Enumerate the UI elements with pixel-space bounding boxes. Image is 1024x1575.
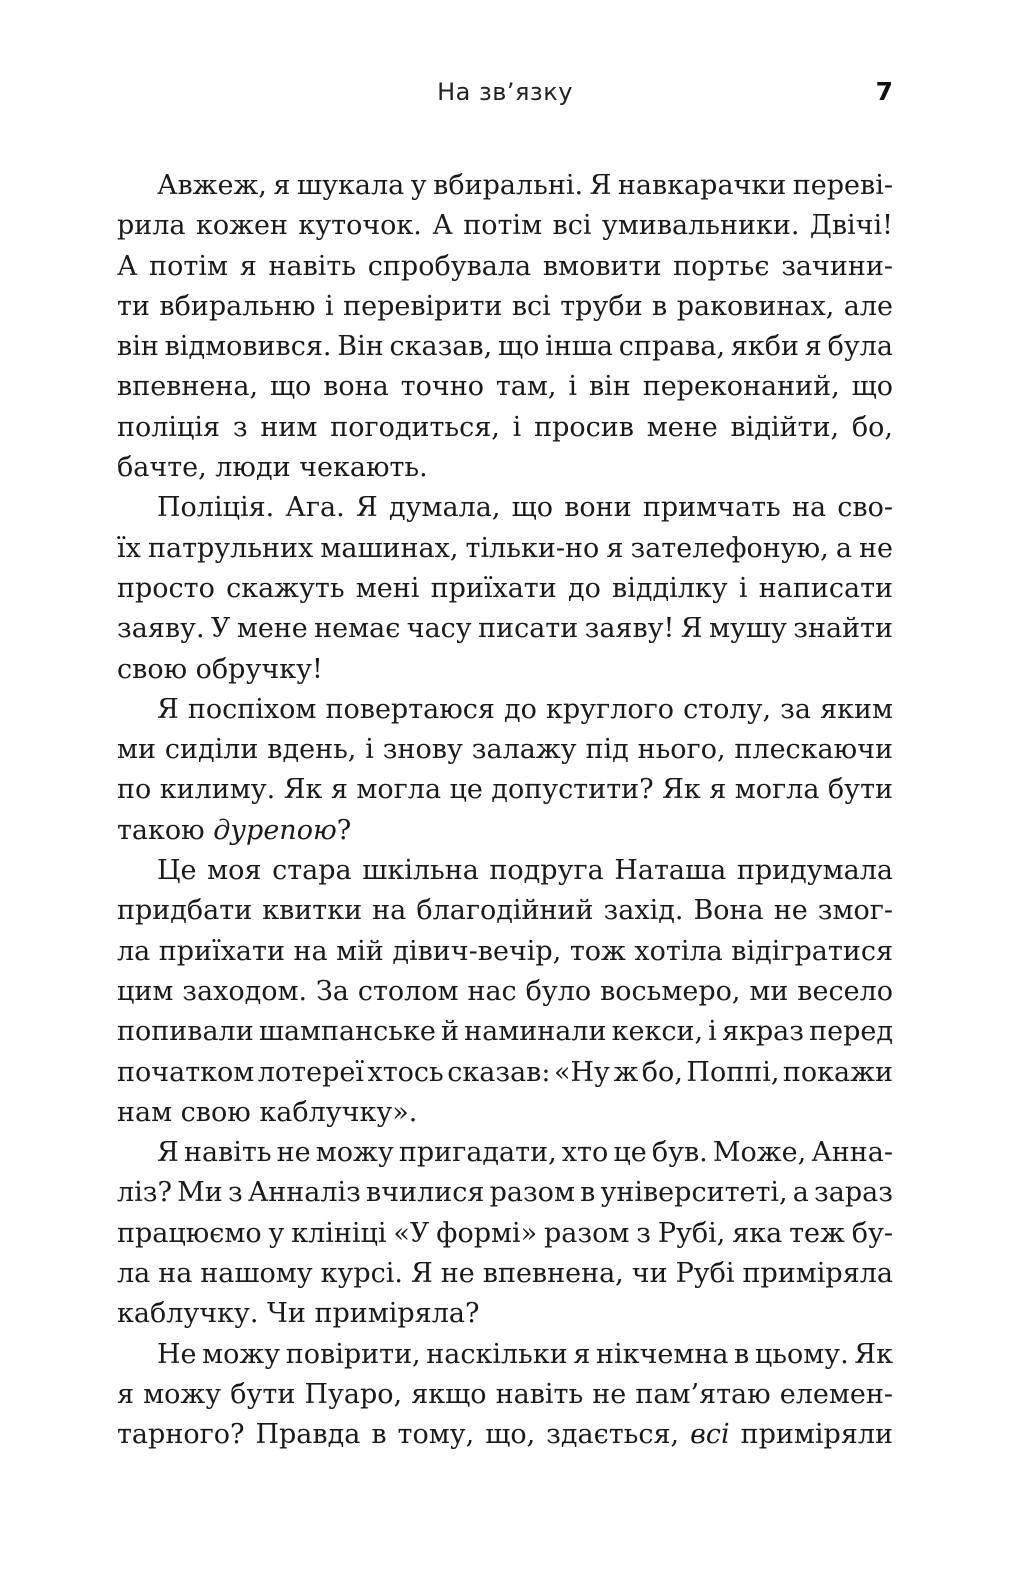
text-run: Авжеж, я шукала у вбиральні. Я навкарачки переві- — [157, 170, 893, 201]
text-line — [117, 1375, 893, 1415]
text-line — [117, 206, 893, 246]
text-run: ? — [336, 814, 352, 846]
running-title: На зв’язку — [437, 78, 573, 106]
text-run: А потім я навіть спробувала вмовити портьє зачини- — [117, 250, 893, 282]
text-line — [117, 1254, 893, 1294]
text-run: їх патрульних машинах, тільки-но я зателефоную, а не — [117, 532, 893, 564]
text-line — [117, 770, 893, 810]
text-line — [117, 1415, 893, 1455]
text-run: ла на нашому курсі. Я не впевнена, чи Рубі приміряла — [117, 1258, 893, 1290]
paragraph — [117, 166, 893, 488]
text-run: рила кожен куточок. А потім всі умивальники. Двічі! — [117, 210, 893, 242]
text-line — [117, 569, 893, 609]
paragraph — [117, 690, 893, 851]
emphasis-text: дурепою — [213, 814, 337, 846]
text-run: ми сиділи вдень, і знову залажу під нього, плескаючи — [117, 734, 893, 766]
text-line — [117, 1133, 893, 1173]
paragraph — [117, 851, 893, 1133]
text-run: цим заходом. За столом нас було восьмеро, ми весело — [117, 975, 893, 1007]
text-run: по килиму. Як я могла це допустити? Як я могла бути — [117, 774, 893, 806]
text-line — [117, 1214, 893, 1254]
text-line — [117, 932, 893, 972]
text-line — [117, 287, 893, 327]
text-line — [117, 166, 893, 206]
text-line — [117, 488, 893, 528]
text-run: Це моя стара шкільна подруга Наташа придумала — [157, 855, 893, 887]
text-line — [117, 972, 893, 1012]
text-run: просто скажуть мені приїхати до відділку і написати — [117, 572, 893, 604]
running-head — [117, 78, 893, 118]
text-run: впевнена, що вона точно там, і він переконаний, що — [117, 371, 893, 403]
text-run: Я поспіхом повертаюся до круглого столу, за яким — [157, 693, 893, 725]
text-run: Не можу повірити, наскільки я нікчемна в цьому. Як — [157, 1338, 893, 1370]
text-run: попивали шампанське й наминали кекси, і якраз перед — [117, 1016, 893, 1048]
text-run: тарного? Правда в тому, що, здається, — [117, 1419, 691, 1451]
text-run: він відмовився. Він сказав, що інша справа, якби я була — [117, 331, 893, 363]
text-line — [117, 327, 893, 367]
text-line — [117, 408, 893, 448]
paragraph — [117, 1133, 893, 1334]
paragraph — [117, 1335, 893, 1456]
text-line — [117, 1173, 893, 1213]
text-line — [117, 650, 893, 690]
text-run: заяву. У мене немає часу писати заяву! Я мушу знайти — [117, 613, 893, 645]
text-run: нам свою каблучку». — [117, 1096, 418, 1128]
text-line — [117, 1053, 893, 1093]
text-line — [117, 1335, 893, 1375]
text-line — [117, 367, 893, 407]
text-run: бачте, люди чекають. — [117, 452, 428, 484]
text-line — [117, 1093, 893, 1133]
text-line — [117, 609, 893, 649]
text-line — [117, 811, 893, 851]
paragraph — [117, 488, 893, 689]
emphasis-text: всі — [690, 1419, 730, 1451]
text-line — [117, 448, 893, 488]
text-run: ла приїхати на мій дівич-вечір, тож хотіла відігратися — [117, 935, 893, 967]
text-run: Я навіть не можу пригадати, хто це був. Може, Анна- — [157, 1137, 894, 1169]
page-number: 7 — [875, 77, 893, 106]
text-run: початком лотереї хтось сказав: «Ну ж бо, Поппі, покажи — [117, 1056, 893, 1088]
text-line — [117, 529, 893, 569]
text-run: ти вбиральню і перевірити всі труби в раковинах, але — [117, 290, 893, 322]
text-run: свою обручку! — [117, 653, 323, 685]
text-run: придбати квитки на благодійний захід. Вона не змог- — [117, 895, 893, 927]
body-text — [117, 166, 893, 1456]
text-run: я можу бути Пуаро, якщо навіть не пам’ятаю елемен- — [117, 1378, 893, 1410]
text-run: поліція з ним погодиться, і просив мене відійти, бо, — [117, 411, 893, 443]
text-run: каблучку. Чи приміряла? — [117, 1298, 480, 1330]
text-run: Поліція. Ага. Я думала, що вони примчать на сво- — [157, 492, 893, 524]
text-line — [117, 1012, 893, 1052]
text-run: працюємо у клініці «У формі» разом з Рубі, яка теж бу- — [117, 1217, 894, 1249]
text-run: приміряли — [729, 1419, 893, 1451]
text-line — [117, 730, 893, 770]
text-run: ліз? Ми з Анналіз вчилися разом в університеті, а зараз — [117, 1177, 893, 1209]
text-line — [117, 851, 893, 891]
text-line — [117, 1294, 893, 1334]
text-line — [117, 891, 893, 931]
text-line — [117, 247, 893, 287]
text-line — [117, 690, 893, 730]
text-run: такою — [117, 814, 214, 846]
